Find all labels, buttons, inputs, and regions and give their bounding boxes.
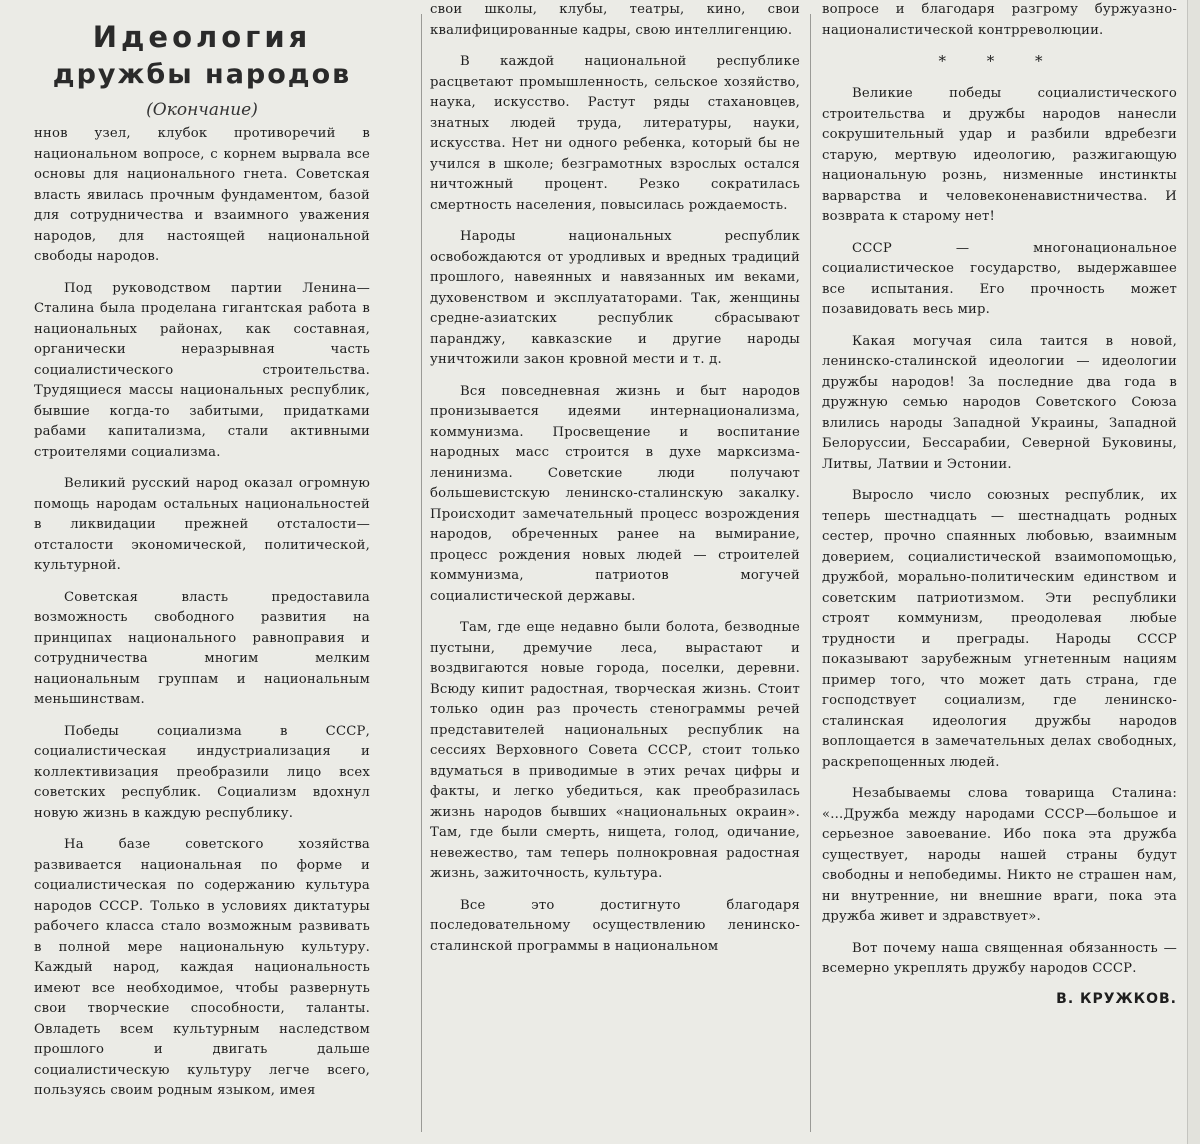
column-1 — [34, 0, 370, 1144]
adjacent-page-edge — [1187, 0, 1200, 1144]
paragraph: В каждой национальной республике расцветают промышленность, сельское хозяйство, наука, искусство. Растут ряды стахановцев, знатных людей труда, литературы, науки, искусства. Нет ни одного ребенка, который бы не учился в школе; безграмотных взрослых остался ничтожный процент. Резко сократилась смертность населения, повысилась рождаемость. — [430, 54, 800, 213]
paragraph: Под руководством партии Ленина—Сталина была проделана гигантская работа в национальных районах, как составная, органически неразрывная часть социалистического строительства. Трудящиеся массы национальных республик, бывшие когда-то забитыми, придатками рабами капитализма, стали активными строителями социализма. — [34, 280, 370, 460]
paragraph: Великий русский народ оказал огромную помощь народам остальных национальностей в ликвидации прежней отсталости—отсталости экономической, политической, культурной. — [34, 476, 370, 573]
section-separator: * * * — [938, 52, 1061, 70]
paragraph: Народы национальных республик освобождаются от уродливых и вредных традиций прошлого, навеянных и навязанных им веками, духовенством и эксплуататорами. Так, женщины средне-азиатских республик сбрасывают паранджу, кавказские и другие народы уничтожили закон кровной мести и т. д. — [430, 229, 800, 367]
column-divider — [421, 14, 422, 1132]
author-signature: В. КРУЖКОВ. — [1056, 990, 1177, 1007]
paragraph: Вот почему наша священная обязанность — всемерно укреплять дружбу народов СССР. — [822, 940, 1177, 976]
paragraph: Победы социализма в СССР, социалистическая индустриализация и коллективизация преобразили лицо всех советских республик. Социализм вдохнул новую жизнь в каждую республику. — [34, 723, 370, 821]
column-divider — [810, 14, 811, 1132]
column-2 — [430, 0, 800, 1144]
paragraph: свои школы, клубы, театры, кино, свои квалифицированные кадры, свою интеллигенцию. — [430, 2, 800, 38]
paragraph: Незабываемы слова товарища Сталина: «...Дружба между народами СССР—большое и серьезное завоевание. Ибо пока эта дружба существует, народы нашей страны будут свободны и непобедимы. Никто не страшен нам, ни внутренние, ни внешние враги, пока эта дружба живет и здравствует». — [822, 786, 1177, 924]
paragraph: Какая могучая сила таится в новой, ленинско-сталинской идеологии — идеологии дружбы народов! За последние два года в дружную семью народов Советского Союза влились народы Западной Украины, Западной Белоруссии, Бессарабии, Северной Буковины, Литвы, Латвии и Эстонии. — [822, 333, 1177, 472]
column-3 — [822, 0, 1177, 1144]
paragraph: На базе советского хозяйства развивается национальная по форме и социалистическая по содержанию культура народов СССР. Только в условиях диктатуры рабочего класса стало возможным развивать в полной мере национальную культуру. Каждый народ, каждая национальность имеют все необходимое, чтобы развернуть свои творческие способности, таланты. Овладеть всем культурным наследством прошлого и двигать дальше социалистическую культуру легче всего, пользуясь своим родным языком, имея — [34, 837, 370, 1098]
article-title-line-2: дружбы народов — [52, 59, 352, 90]
paragraph: Великие победы социалистического строительства и дружбы народов нанесли сокрушительный удар и разбили вдребезги старую, мертвую идеологию, разжигающую национальную рознь, низменные инстинкты варварства и человеконенавистничества. И возврата к старому нет! — [822, 86, 1177, 224]
paragraph: Выросло число союзных республик, их теперь шестнадцать — шестнадцать родных сестер, прочно спаянных любовью, взаимным доверием, социалистической взаимопомощью, дружбой, морально-политическим единством и советским патриотизмом. Эти республики строят коммунизм, преодолевая любые трудности и преграды. Народы СССР показывают зарубежным угнетенным нациям пример того, что может дать страна, где господствует социализм, где ленинско-сталинская идеология дружбы народов воплощается в замечательных делах свободных, раскрепощенных людей. — [822, 488, 1177, 770]
paragraph: ннов узел, клубок противоречий в национальном вопросе, с корнем вырвала все основы для национального гнета. Советская власть явилась прочным фундаментом, базой для сотрудничества и взаимного уважения народов, для настоящей национальной свободы народов. — [34, 126, 370, 264]
paragraph: Вся повседневная жизнь и быт народов пронизывается идеями интернационализма, коммунизма. Просвещение и воспитание народных масс строится в духе марксизма-ленинизма. Советские люди получают большевистскую ленинско-сталинскую закалку. Происходит замечательный процесс возрождения народов, обреченных ранее на вымирание, процесс рождения новых людей — строителей коммунизма, патриотов могучей социалистической державы. — [430, 383, 800, 604]
paragraph: вопросе и благодаря разгрому буржуазно-националистической контрреволюции. — [822, 2, 1177, 38]
paragraph: Там, где еще недавно были болота, безводные пустыни, дремучие леса, вырастают и воздвигаются новые города, поселки, деревни. Всюду кипит радостная, творческая жизнь. Стоит только один раз прочесть стенограммы речей представителей национальных республик на сессиях Верховного Совета СССР, стоит только вдуматься в приводимые в этих речах цифры и факты, и легко убедиться, как преобразилась жизнь народов бывших «национальных окраин». Там, где были смерть, нищета, голод, одичание, невежество, там теперь полнокровная радостная жизнь, зажиточность, культура. — [430, 620, 800, 881]
article-subtitle: (Окончание) — [146, 100, 258, 120]
article-title-line-1: Идеология — [92, 20, 312, 54]
paragraph: Советская власть предоставила возможность свободного развития на принципах национального равноправия и сотрудничества многим мелким национальным группам и национальным меньшинствам. — [34, 589, 370, 707]
paragraph: СССР — многонациональное социалистическое государство, выдержавшее все испытания. Его прочность может позавидовать весь мир. — [822, 240, 1177, 317]
paragraph: Все это достигнуто благодаря последовательному осуществлению ленинско-сталинской программы в национальном — [430, 897, 800, 954]
